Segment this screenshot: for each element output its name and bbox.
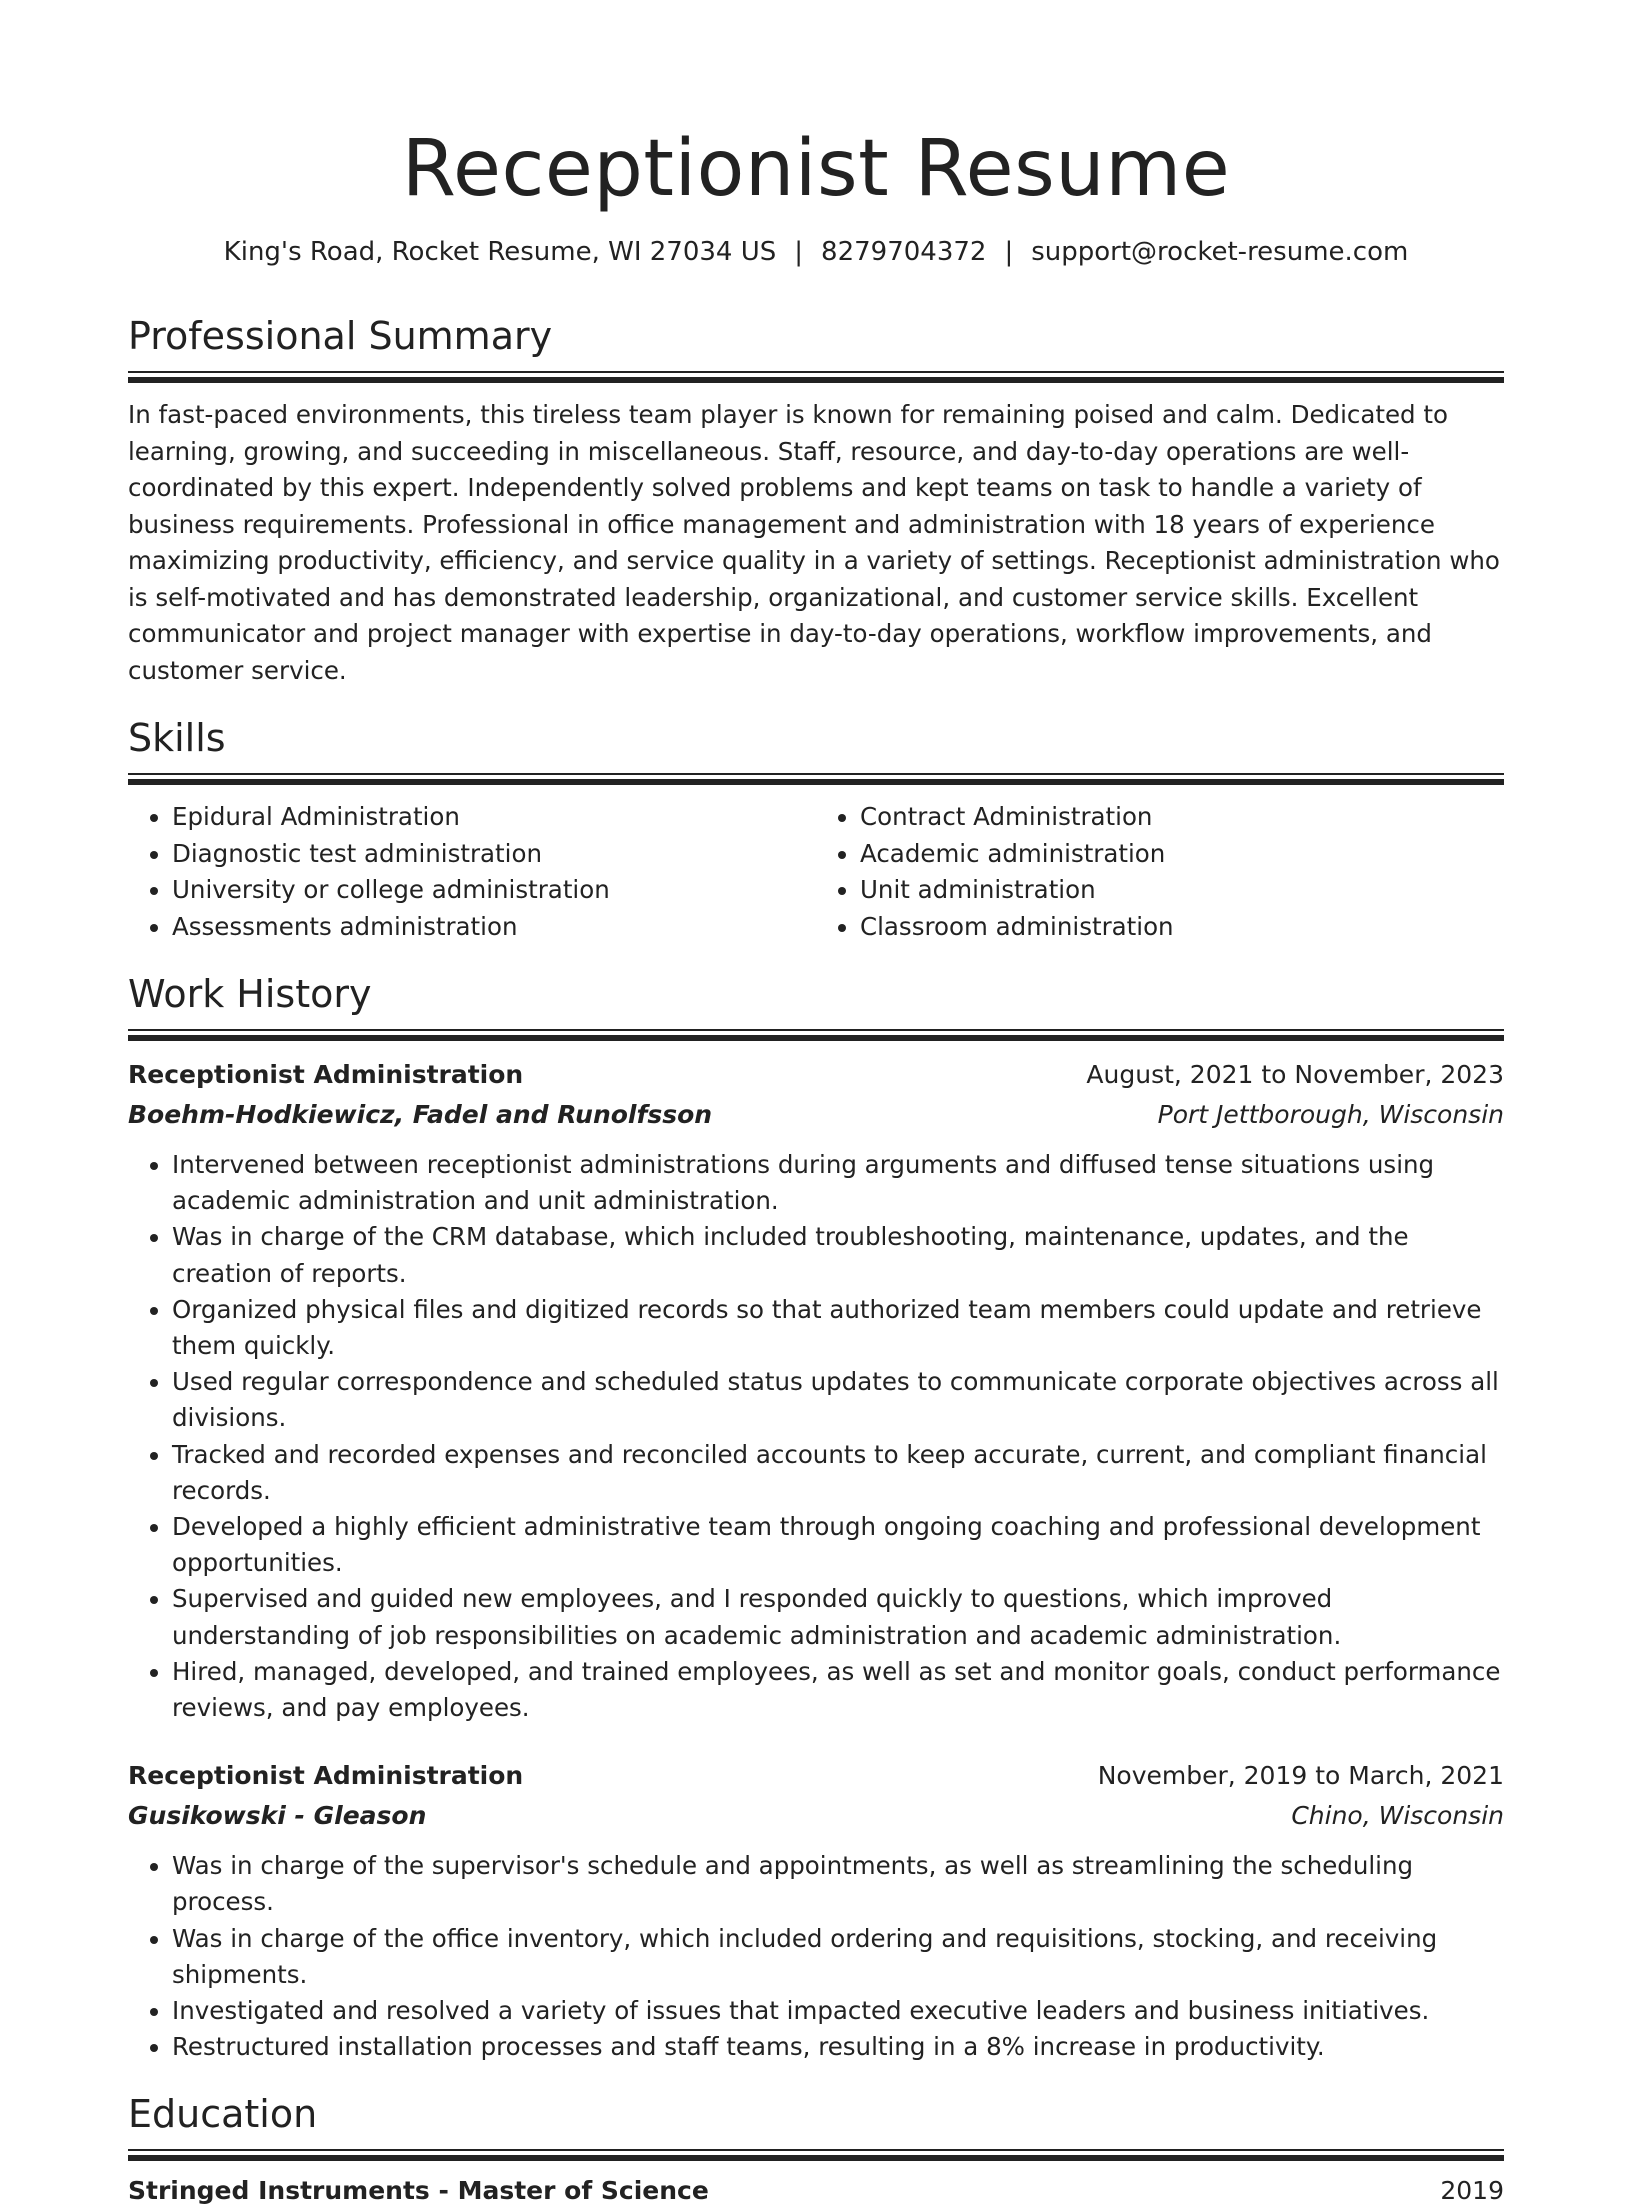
skill-item: • Assessments administration [172, 909, 816, 946]
resume-page [128, 0, 1504, 2211]
section-divider [128, 371, 1504, 383]
skills-section [128, 715, 1504, 945]
skill-item: • Contract Administration [860, 799, 1504, 836]
job-bullet: • Hired, managed, developed, and trained employees, as well as set and monitor goals, conduct performance reviews, and pay employees. [172, 1654, 1504, 1726]
skills-list-right [816, 799, 1504, 945]
job-dates: August, 2021 to November, 2023 [1086, 1060, 1504, 1089]
section-title-work: Work History [128, 972, 372, 1016]
job-location: Chino, Wisconsin [1291, 1801, 1504, 1831]
job-location: Port Jettborough, Wisconsin [1157, 1100, 1504, 1129]
section-title-summary: Professional Summary [128, 314, 553, 358]
job-company: Gusikowski - Gleason [128, 1801, 427, 1831]
job-bullet: • Was in charge of the office inventory, which included ordering and requisitions, stocking, and receiving shipments. [172, 1921, 1504, 1993]
skill-item: • Academic administration [860, 836, 1504, 873]
job-header [128, 1055, 1504, 1095]
job-entry [128, 1756, 1504, 2065]
skill-item: • Unit administration [860, 872, 1504, 909]
education-year: 2019 [1440, 2176, 1504, 2206]
job-subheader [128, 1796, 1504, 1836]
job-entry [128, 1055, 1504, 1726]
job-bullet: • Restructured installation processes and staff teams, resulting in a 8% increase in productivity. [172, 2029, 1504, 2065]
skill-item: • Classroom administration [860, 909, 1504, 946]
contact-email: support@rocket-resume.com [1031, 237, 1409, 267]
job-bullets [128, 1147, 1504, 1726]
job-title: Receptionist Administration [128, 1761, 524, 1791]
section-divider [128, 2149, 1504, 2161]
job-bullet: • Developed a highly efficient administrative team through ongoing coaching and professional development opportunities. [172, 1509, 1504, 1581]
contact-line [128, 234, 1504, 270]
job-bullet: • Was in charge of the CRM database, which included troubleshooting, maintenance, updates, and the creation of reports. [172, 1219, 1504, 1291]
job-bullet: • Intervened between receptionist administrations during arguments and diffused tense situations using academic administration and unit administration. [172, 1147, 1504, 1219]
education-entry [128, 2171, 1504, 2211]
job-bullet: • Organized physical files and digitized records so that authorized team members could update and retrieve them quickly. [172, 1292, 1504, 1364]
education-degree: Stringed Instruments - Master of Science [128, 2176, 709, 2206]
skills-columns [128, 799, 1504, 945]
skill-item: • Epidural Administration [172, 799, 816, 836]
job-bullet: • Investigated and resolved a variety of issues that impacted executive leaders and business initiatives. [172, 1993, 1504, 2029]
skill-item: • Diagnostic test administration [172, 836, 816, 873]
summary-text: In fast-paced environments, this tireless team player is known for remaining poised and calm. Dedicated to learning, growing, and succeeding in miscellaneous. Staff, resource, and day-to-day operations are well-coordinated by this expert. Independently solved problems and kept teams on task to handle a variety of business requirements. Professional in office management and administration with 18 years of experience maximizing productivity, efficiency, and service quality in a variety of settings. Receptionist administration who is self-motivated and has demonstrated leadership, organizational, and customer service skills. Excellent communicator and project manager with expertise in day-to-day operations, workflow improvements, and customer service. [128, 400, 1500, 685]
contact-separator: | [1004, 237, 1014, 267]
education-section [128, 2091, 1504, 2211]
resume-title: Receptionist Resume [401, 124, 1231, 214]
job-company: Boehm-Hodkiewicz, Fadel and Runolfsson [128, 1100, 713, 1129]
skill-item: • University or college administration [172, 872, 816, 909]
job-header [128, 1756, 1504, 1796]
section-title-education: Education [128, 2092, 318, 2137]
contact-address: King's Road, Rocket Resume, WI 27034 US [223, 237, 777, 267]
job-bullet: • Used regular correspondence and scheduled status updates to communicate corporate objectives across all divisions. [172, 1364, 1504, 1436]
work-section [128, 971, 1504, 2065]
summary-section [128, 313, 1504, 689]
section-title-skills: Skills [128, 716, 226, 760]
section-divider [128, 1029, 1504, 1041]
job-bullet: • Supervised and guided new employees, and I responded quickly to questions, which improved understanding of job responsibilities on academic administration and academic administration. [172, 1581, 1504, 1653]
contact-phone: 8279704372 [821, 237, 987, 267]
job-dates: November, 2019 to March, 2021 [1097, 1761, 1504, 1791]
job-bullets [128, 1848, 1504, 2065]
job-bullet: • Tracked and recorded expenses and reconciled accounts to keep accurate, current, and compliant financial records. [172, 1437, 1504, 1509]
job-bullet: • Was in charge of the supervisor's schedule and appointments, as well as streamlining the scheduling process. [172, 1848, 1504, 1920]
job-subheader [128, 1095, 1504, 1135]
contact-separator: | [794, 237, 804, 267]
skills-list-left [128, 799, 816, 945]
job-title: Receptionist Administration [128, 1060, 524, 1089]
section-divider [128, 773, 1504, 785]
